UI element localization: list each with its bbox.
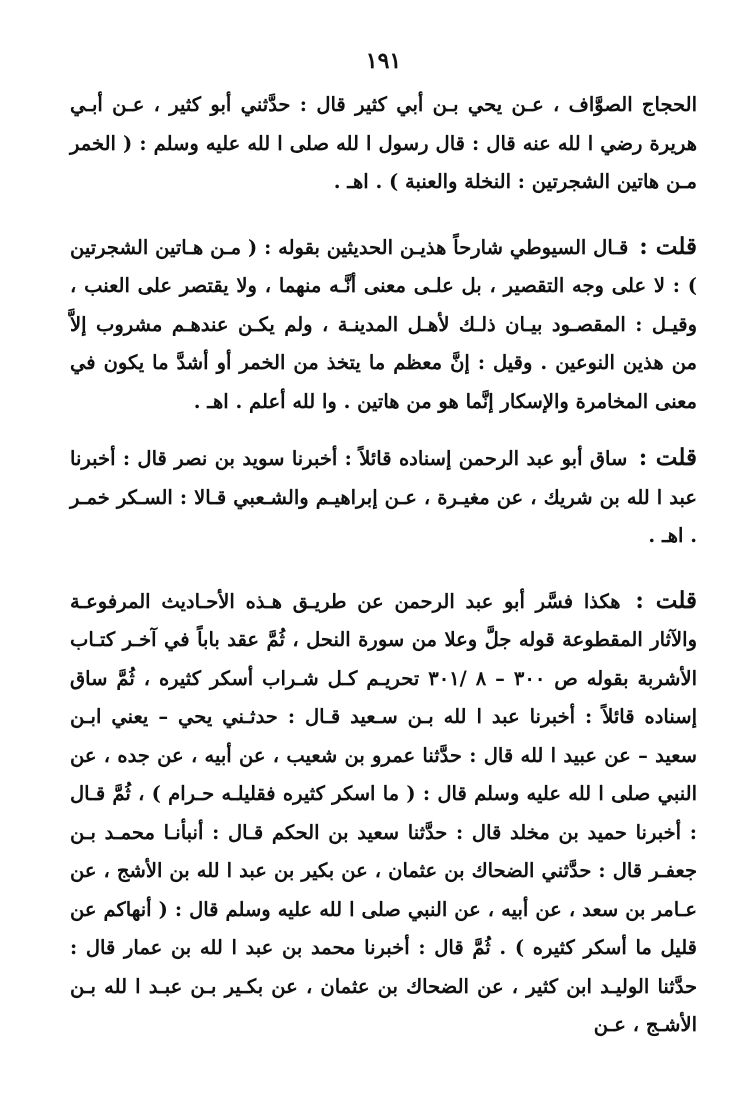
paragraph-suyuti-commentary bbox=[70, 228, 697, 422]
paragraph-nasai-explanation bbox=[70, 582, 697, 1045]
paragraph-text: الحجاج الصوَّاف ، عـن يحي بـن أبي كثير قال : حدَّثني أبو كثير ، عـن أبـي هريرة رضي ا لله عنه قال : قال رسول ا لله صلى ا لله عليه وسلم : ( الخمر مـن هاتين الشجرتين : النخلة والعنبة ) . اهـ . bbox=[70, 93, 697, 193]
paragraph-hadith-continuation bbox=[70, 86, 697, 202]
paragraph-text: قـال السيوطي شارحاً هذيـن الحديثين بقوله : ( مـن هـاتين الشجرتين ) : لا على وجه التقصير ، بل علـى معنى أنَّـه منهما ، ولا يقتصر على العنب ، وقيـل : المقصـود بيـان ذلـك لأهـل المدينـة ، ولم يكـن عندهـم مشروب إلاَّ من هذين النوعين . وقيل : إنَّ معظم ما يتخذ من الخمر أو أشدَّ ما يكون في معنى المخامرة والإسكار إنَّما هو من هاتين . وا لله أعلم . اهـ . bbox=[70, 235, 697, 413]
qult-heading: قلت : bbox=[639, 232, 697, 260]
qult-heading: قلت : bbox=[635, 586, 697, 614]
paragraph-text: ساق أبو عبد الرحمن إسناده قائلاً : أخبرنا سويد بن نصر قال : أخبرنا عبد ا لله بن شريك ، عن مغيـرة ، عـن إبراهيـم والشـعبي قـالا : السـكر خمـر . اهـ . bbox=[70, 447, 697, 547]
qult-heading: قلت : bbox=[638, 444, 697, 471]
page-number: ١٩١ bbox=[365, 48, 402, 74]
paragraph-text: هكذا فسَّر أبو عبد الرحمن عن طريـق هـذه الأحـاديث المرفوعـة والآثار المقطوعة قوله جلَّ وعلا من سورة النحل ، ثُمَّ عقد باباً في آخـر كتـاب الأشربة بقوله ص ٣٠٠ – ٨ /٣٠١ تحريـم كـل شـراب أسكر كثيره ، ثُمَّ ساق إسناده قائلاً : أخبرنا عبد ا لله بـن سـعيد قـال : حدثـني يحي – يعني ابـن سعيد – عن عبيد ا لله قال : حدَّثنا عمرو بن شعيب ، عن أبيه ، عن جده ، عن النبي صلى ا لله عليه وسلم قال : ( ما اسكر كثيره فقليلـه حـرام ) ، ثُمَّ قـال : أخبرنا حميد بن مخلد قال : حدَّثنا سعيد بن الحكم قـال : أنبأنـا محمـد بـن جعفـر قال : حدَّثني الضحاك بن عثمان ، عن بكير بن عبد ا لله بن الأشج ، عن عـامر بن سعد ، عن أبيه ، عن النبي صلى ا لله عليه وسلم قال : ( أنهاكم عن قليل ما أسكر كثيره ) . ثُمَّ قال : أخبرنا محمد بن عبد ا لله بن عمار قال : حدَّثنا الوليـد ابن كثير ، عن الضحاك بن عثمان ، عن بكـير بـن عبـد ا لله بـن الأشـج ، عـن bbox=[70, 589, 697, 1036]
paragraph-isnad-sukr bbox=[70, 439, 697, 556]
